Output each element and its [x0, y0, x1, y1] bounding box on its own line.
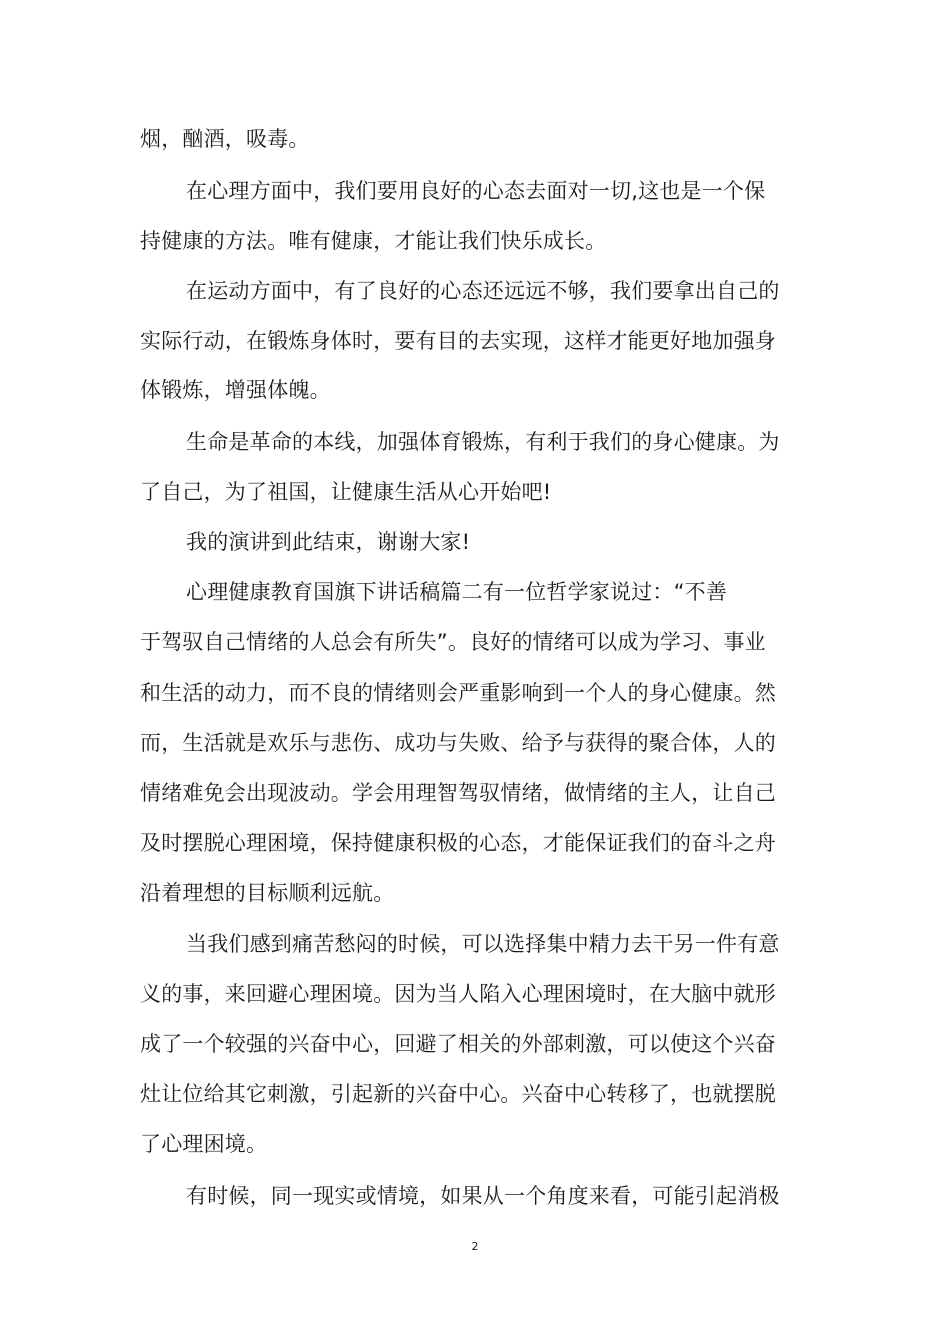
text-line-11: 于驾驭自己情绪的人总会有所失”。良好的情绪可以成为学习、事业 [140, 630, 766, 654]
text-line-18: 义的事，来回避心理困境。因为当人陷入心理困境时，在大脑中就形 [140, 982, 776, 1006]
text-line-4: 在运动方面中，有了良好的心态还远远不够，我们要拿出自己的 [186, 279, 780, 303]
text-line-21: 了心理困境。 [140, 1132, 268, 1156]
text-line-22: 有时候，同一现实或情境，如果从一个角度来看，可能引起消极 [186, 1184, 780, 1208]
text-line-6: 体锻炼，增强体魄。 [140, 378, 331, 402]
text-line-15: 及时摆脱心理困境，保持健康积极的心态，才能保证我们的奋斗之舟 [140, 831, 776, 855]
text-line-1: 烟，酗酒，吸毒。 [140, 127, 310, 151]
text-line-8: 了自己，为了祖国，让健康生活从心开始吧! [140, 480, 552, 504]
text-line-17: 当我们感到痛苦愁闷的时候，可以选择集中精力去干另一件有意 [186, 932, 780, 956]
text-line-16: 沿着理想的目标顺利远航。 [140, 881, 395, 905]
text-line-19: 成了一个较强的兴奋中心，回避了相关的外部刺激，可以使这个兴奋 [140, 1032, 776, 1056]
page-number: 2 [471, 1240, 479, 1253]
text-line-5: 实际行动，在锻炼身体时，要有目的去实现，这样才能更好地加强身 [140, 329, 776, 353]
text-line-12: 和生活的动力，而不良的情绪则会严重影响到一个人的身心健康。然 [140, 681, 776, 705]
text-line-2: 在心理方面中，我们要用良好的心态去面对一切,这也是一个保 [186, 179, 766, 203]
text-line-20: 灶让位给其它刺激，引起新的兴奋中心。兴奋中心转移了，也就摆脱 [140, 1082, 776, 1106]
text-line-9: 我的演讲到此结束，谢谢大家! [186, 530, 471, 554]
text-line-13: 而，生活就是欢乐与悲伤、成功与失败、给予与获得的聚合体，人的 [140, 731, 776, 755]
text-line-14: 情绪难免会出现波动。学会用理智驾驭情绪，做情绪的主人，让自己 [140, 781, 776, 805]
text-line-10: 心理健康教育国旗下讲话稿篇二有一位哲学家说过：“不善 [186, 580, 728, 604]
text-line-7: 生命是革命的本线，加强体育锻炼，有利于我们的身心健康。为 [186, 430, 780, 454]
text-line-3: 持健康的方法。唯有健康，才能让我们快乐成长。 [140, 229, 607, 253]
